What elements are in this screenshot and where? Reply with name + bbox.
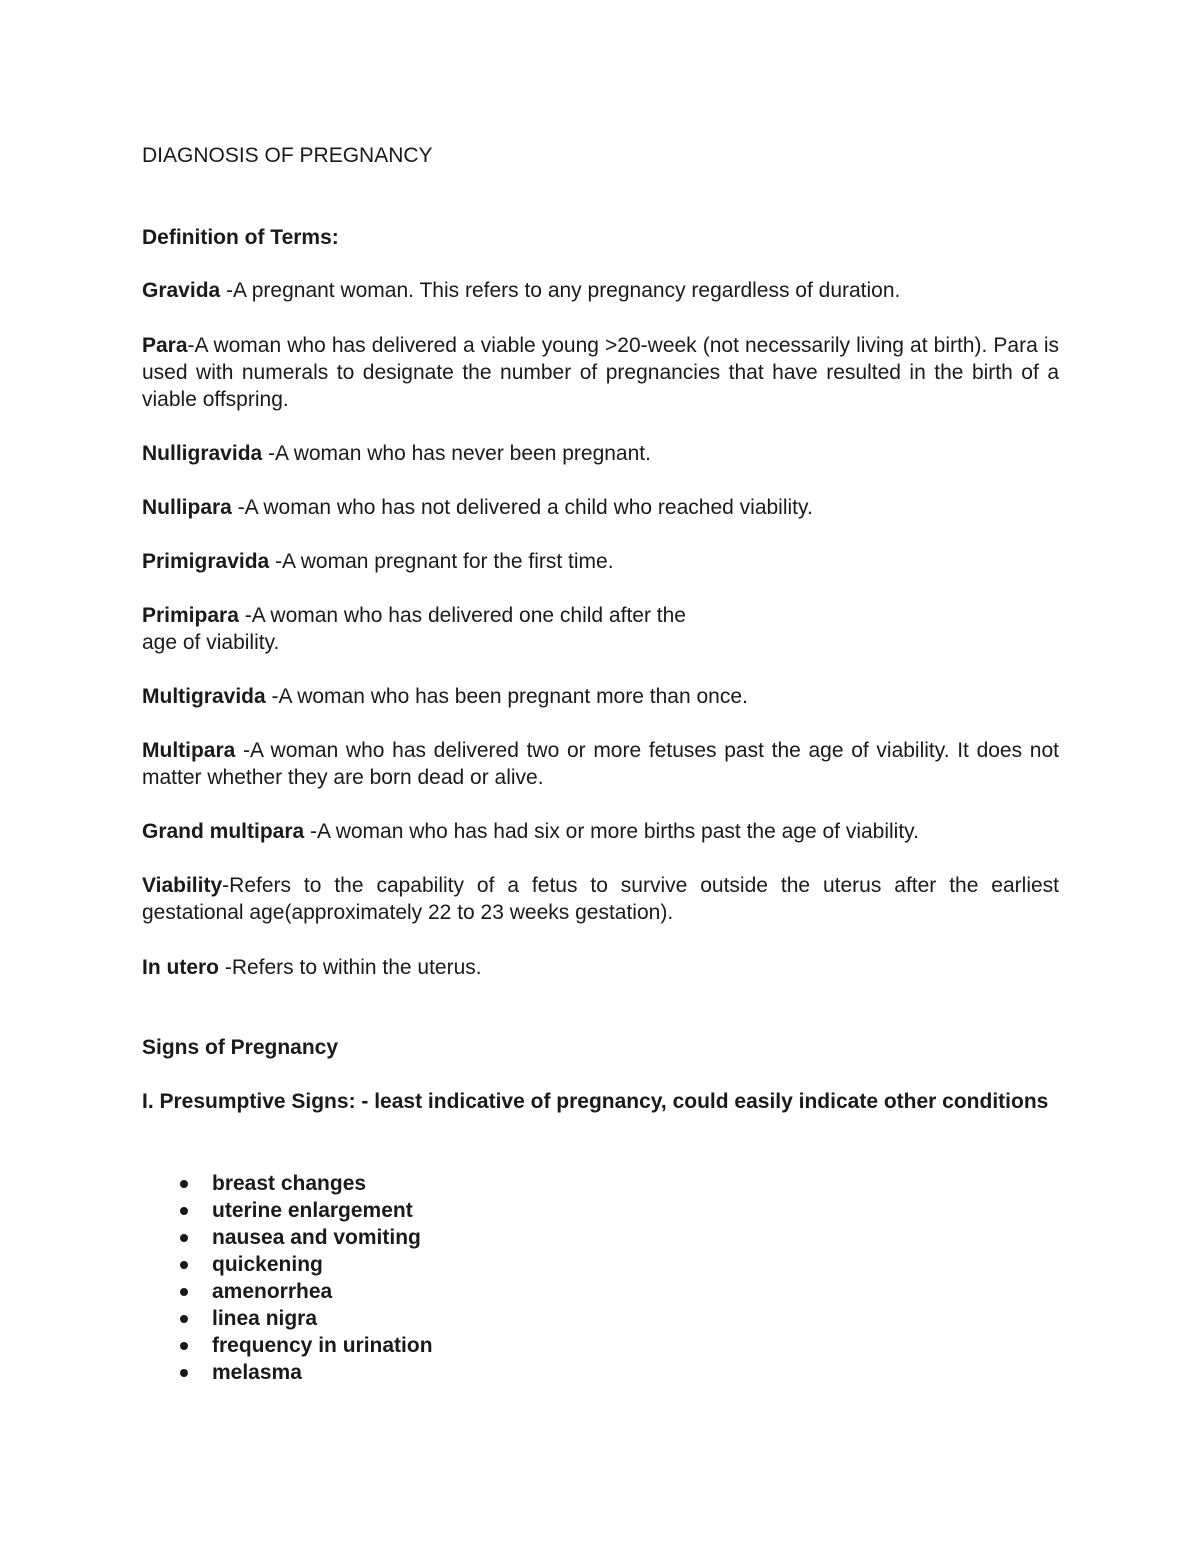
term: Multipara — [142, 739, 236, 762]
term-definition: -A woman who has delivered two or more fetuses past the age of viability. It does not matter whether they are born dead or alive. — [142, 739, 1059, 789]
term-definition-continued: age of viability. — [142, 631, 280, 654]
list-item — [142, 1278, 433, 1305]
list-item-text: quickening — [212, 1253, 323, 1276]
bullet-icon — [180, 1315, 188, 1323]
list-item — [142, 1305, 433, 1332]
document-title: DIAGNOSIS OF PREGNANCY — [142, 144, 433, 167]
term: Para — [142, 334, 188, 357]
list-item — [142, 1359, 433, 1386]
term: Grand multipara — [142, 820, 305, 843]
bullet-icon — [180, 1369, 188, 1377]
list-item — [142, 1197, 433, 1224]
definition-nullipara — [142, 494, 1059, 521]
list-item-text: melasma — [212, 1361, 302, 1384]
definition-multipara — [142, 737, 1059, 791]
definition-para — [142, 332, 1059, 413]
list-item-text: uterine enlargement — [212, 1199, 413, 1222]
term-definition: -A woman who has not delivered a child who reached viability. — [231, 496, 813, 519]
bullet-icon — [180, 1261, 188, 1269]
definition-in-utero — [142, 954, 1059, 981]
term-definition: -A woman who has never been pregnant. — [262, 442, 651, 465]
list-item-text: linea nigra — [212, 1307, 318, 1330]
bullet-icon — [180, 1342, 188, 1350]
definition-viability — [142, 872, 1059, 926]
list-item — [142, 1332, 433, 1359]
bullet-icon — [180, 1180, 188, 1188]
term-definition: -A woman who has had six or more births past the age of viability. — [304, 820, 919, 843]
presumptive-signs-list — [142, 1170, 433, 1386]
term: Nulligravida — [142, 442, 263, 465]
bullet-icon — [180, 1288, 188, 1296]
definition-primipara — [142, 602, 1059, 656]
term-definition: -A pregnant woman. This refers to any pregnancy regardless of duration. — [220, 279, 901, 302]
list-item-text: frequency in urination — [212, 1334, 433, 1357]
list-item — [142, 1251, 433, 1278]
term: Gravida — [142, 279, 221, 302]
term: Nullipara — [142, 496, 232, 519]
list-item-text: nausea and vomiting — [212, 1226, 421, 1249]
presumptive-signs-heading: I. Presumptive Signs: - least indicative of pregnancy, could easily indicate other conditions — [142, 1090, 1049, 1113]
term-definition: -A woman who has delivered a viable young >20-week (not necessarily living at birth). Para is used with numerals to designate the number of pregnancies that have resulted in the birth of a viable offspring. — [142, 334, 1059, 411]
list-item — [142, 1224, 433, 1251]
list-item — [142, 1170, 433, 1197]
definition-primigravida — [142, 548, 1059, 575]
term-definition: -Refers to within the uterus. — [219, 956, 482, 979]
term-definition: -A woman who has been pregnant more than once. — [265, 685, 748, 708]
definition-grand-multipara — [142, 818, 1059, 845]
bullet-icon — [180, 1234, 188, 1242]
signs-heading: Signs of Pregnancy — [142, 1036, 339, 1059]
term-definition: -Refers to the capability of a fetus to survive outside the uterus after the earliest gestational age(approximately 22 to 23 weeks gestation). — [142, 874, 1059, 924]
term-definition: -A woman pregnant for the first time. — [269, 550, 614, 573]
bullet-icon — [180, 1207, 188, 1215]
definitions-heading: Definition of Terms: — [142, 226, 339, 249]
term-definition: -A woman who has delivered one child after the — [238, 604, 686, 627]
term: Primigravida — [142, 550, 270, 573]
definition-nulligravida — [142, 440, 1059, 467]
term: Multigravida — [142, 685, 266, 708]
definition-multigravida — [142, 683, 1059, 710]
term: In utero — [142, 956, 219, 979]
list-item-text: amenorrhea — [212, 1280, 333, 1303]
definition-gravida — [142, 277, 1059, 304]
term: Primipara — [142, 604, 239, 627]
term: Viability — [142, 874, 223, 897]
list-item-text: breast changes — [212, 1172, 367, 1195]
